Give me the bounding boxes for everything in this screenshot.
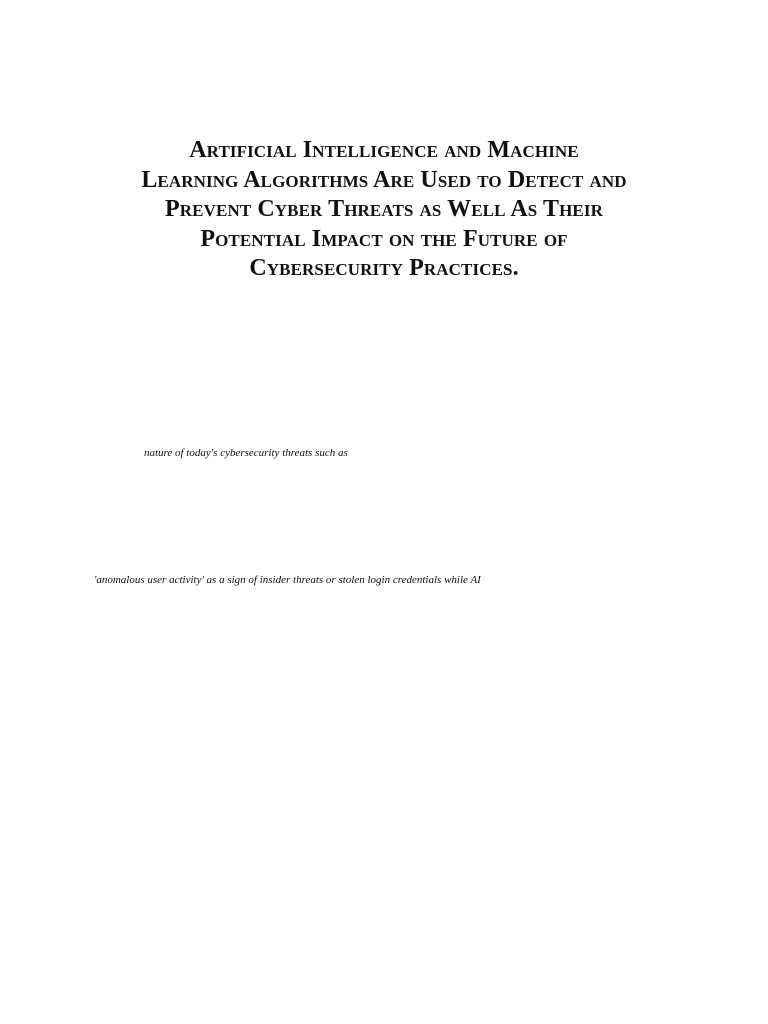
title-line: Prevent Cyber Threats as Well As Their xyxy=(165,196,603,222)
title-line: Cybersecurity Practices. xyxy=(249,255,519,281)
text-fragment-anomalous-activity: 'anomalous user activity' as a sign of insider threats or stolen login credentials while AI xyxy=(94,574,481,586)
title-line: Artificial Intelligence and Machine xyxy=(189,137,579,163)
document-title xyxy=(84,136,684,284)
text-fragment-threats: nature of today's cybersecurity threats such as xyxy=(144,447,348,459)
title-line: Potential Impact on the Future of xyxy=(200,225,568,252)
title-line: Learning Algorithms Are Used to Detect and xyxy=(141,166,627,193)
